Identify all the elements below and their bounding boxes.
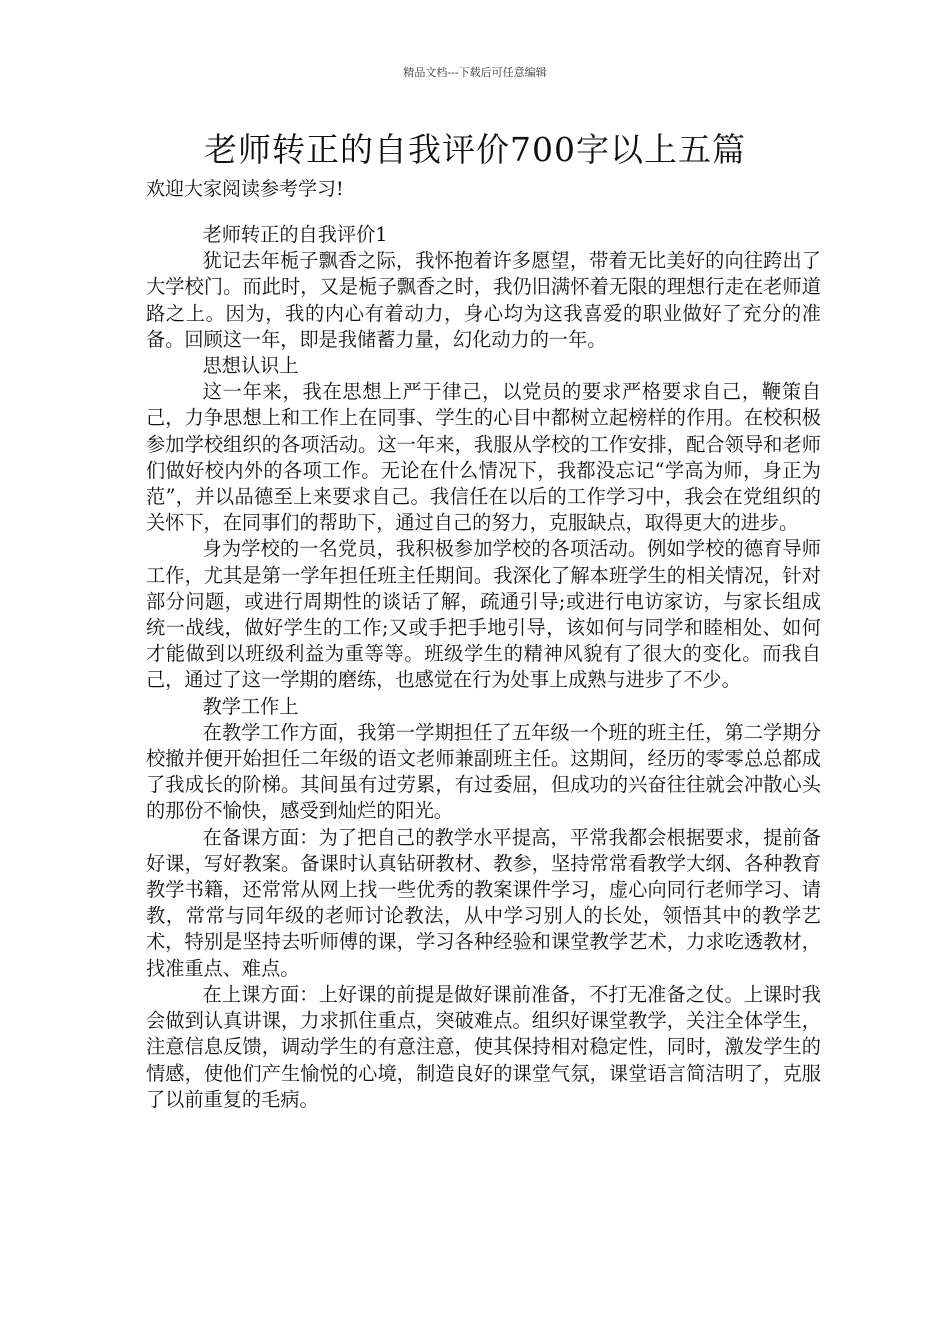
section-heading: 思想认识上 (202, 354, 299, 378)
document-body (146, 222, 821, 1113)
paragraph: 在教学工作方面，我第一学期担任了五年级一个班的班主任，第二学期分校撤并便开始担任二年级的语文老师兼副班主任。这期间，经历的零零总总都成了我成长的阶梯。其间虽有过劳累，有过委屈，但成功的兴奋往往就会冲散心头的那份不愉快，感受到灿烂的阳光。 (146, 720, 821, 823)
section-title: 老师转正的自我评价1 (202, 223, 388, 246)
page-header: 精品文档---下载后可任意编辑 (403, 66, 547, 79)
section-heading: 教学工作上 (202, 694, 299, 718)
paragraph: 这一年来，我在思想上严于律己，以党员的要求严格要求自己，鞭策自己，力争思想上和工作上在同事、学生的心目中都树立起榜样的作用。在校积极参加学校组织的各项活动。这一年来，我服从学校的工作安排，配合领导和老师们做好校内外的各项工作。无论在什么情况下，我都没忘记“学高为师，身正为范”，并以品德至上来要求自己。我信任在以后的工作学习中，我会在党组织的关怀下，在同事们的帮助下，通过自己的努力，克服缺点，取得更大的进步。 (146, 380, 821, 535)
paragraph: 在备课方面：为了把自己的教学水平提高，平常我都会根据要求，提前备好课，写好教案。备课时认真钻研教材、教参，坚持常常看教学大纲、各种教育教学书籍，还常常从网上找一些优秀的教案课件学习，虚心向同行老师学习、请教，常常与同年级的老师讨论教法，从中学习别人的长处，领悟其中的教学艺术，特别是坚持去听师傅的课，学习各种经验和课堂教学艺术，力求吃透教材，找准重点、难点。 (146, 825, 821, 980)
document-title: 老师转正的自我评价700字以上五篇 (204, 130, 746, 169)
paragraph: 在上课方面：上好课的前提是做好课前准备，不打无准备之仗。上课时我会做到认真讲课，力求抓住重点，突破难点。组织好课堂教学，关注全体学生，注意信息反馈，调动学生的有意注意，使其保持相对稳定性，同时，激发学生的情感，使他们产生愉悦的心境，制造良好的课堂气氛，课堂语言简洁明了，克服了以前重复的毛病。 (146, 982, 821, 1111)
document-subtitle: 欢迎大家阅读参考学习! (146, 178, 344, 200)
paragraph: 犹记去年栀子飘香之际，我怀抱着许多愿望，带着无比美好的向往跨出了大学校门。而此时，又是栀子飘香之时，我仍旧满怀着无限的理想行走在老师道路之上。因为，我的内心有着动力，身心均为这我喜爱的职业做好了充分的准备。回顾这一年，即是我储蓄力量，幻化动力的一年。 (146, 249, 821, 351)
paragraph: 身为学校的一名党员，我积极参加学校的各项活动。例如学校的德育导师工作，尤其是第一学年担任班主任期间。我深化了解本班学生的相关情况，针对部分问题，或进行周期性的谈话了解，疏通引导;或进行电访家访，与家长组成统一战线，做好学生的工作;又或手把手地引导，该如何与同学和睦相处、如何才能做到以班级利益为重等等。班级学生的精神风貌有了很大的变化。而我自己，通过了这一学期的磨练，也感觉在行为处事上成熟与进步了不少。 (146, 537, 821, 692)
